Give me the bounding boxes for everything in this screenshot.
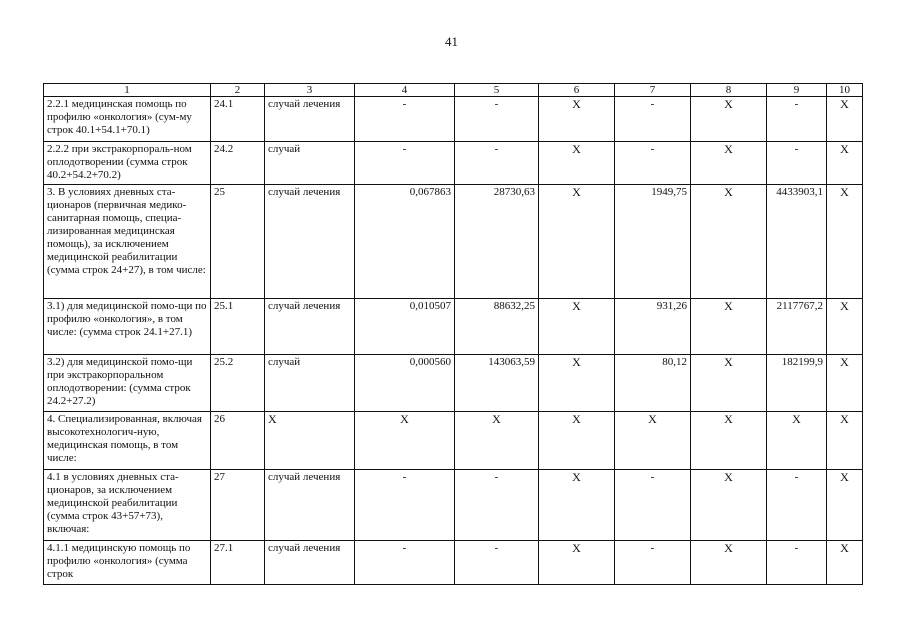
cell-col6: X — [539, 355, 615, 412]
row-unit: случай лечения — [265, 541, 355, 585]
cell-col8: X — [691, 355, 767, 412]
data-table — [43, 83, 863, 585]
table-row — [44, 470, 863, 541]
cell-col10: X — [827, 541, 863, 585]
cell-col7: - — [615, 142, 691, 185]
cell-col8: X — [691, 470, 767, 541]
row-code: 24.2 — [211, 142, 265, 185]
cell-col7: 931,26 — [615, 299, 691, 355]
cell-col5: - — [455, 541, 539, 585]
cell-col7: - — [615, 470, 691, 541]
cell-col4: 0,010507 — [355, 299, 455, 355]
table-row — [44, 412, 863, 470]
cell-col4: X — [355, 412, 455, 470]
cell-col5: 28730,63 — [455, 185, 539, 299]
row-code: 25.1 — [211, 299, 265, 355]
cell-col6: X — [539, 299, 615, 355]
cell-col4: - — [355, 142, 455, 185]
column-header: 4 — [355, 84, 455, 97]
table-row — [44, 97, 863, 142]
column-header: 8 — [691, 84, 767, 97]
cell-col10: X — [827, 470, 863, 541]
cell-col6: X — [539, 185, 615, 299]
cell-col8: X — [691, 185, 767, 299]
row-name: 4.1.1 медицинскую помощь по профилю «онкология» (сумма строк — [44, 541, 211, 585]
column-header: 9 — [767, 84, 827, 97]
cell-col6: X — [539, 412, 615, 470]
cell-col9: - — [767, 470, 827, 541]
row-code: 27 — [211, 470, 265, 541]
cell-col4: 0,000560 — [355, 355, 455, 412]
cell-col7: - — [615, 97, 691, 142]
column-header: 2 — [211, 84, 265, 97]
page-number: 41 — [445, 34, 458, 49]
cell-col7: - — [615, 541, 691, 585]
row-unit: случай лечения — [265, 470, 355, 541]
row-code: 24.1 — [211, 97, 265, 142]
table-row — [44, 142, 863, 185]
table-row — [44, 185, 863, 299]
row-code: 26 — [211, 412, 265, 470]
cell-col5: - — [455, 97, 539, 142]
cell-col4: 0,067863 — [355, 185, 455, 299]
column-header: 1 — [44, 84, 211, 97]
cell-col9: X — [767, 412, 827, 470]
row-unit: случай — [265, 355, 355, 412]
row-code: 25 — [211, 185, 265, 299]
table-row — [44, 299, 863, 355]
cell-col7: X — [615, 412, 691, 470]
cell-col6: X — [539, 97, 615, 142]
column-header: 5 — [455, 84, 539, 97]
cell-col10: X — [827, 355, 863, 412]
cell-col6: X — [539, 142, 615, 185]
row-unit: случай лечения — [265, 97, 355, 142]
cell-col10: X — [827, 299, 863, 355]
cell-col8: X — [691, 412, 767, 470]
cell-col8: X — [691, 142, 767, 185]
column-header: 3 — [265, 84, 355, 97]
cell-col9: 2117767,2 — [767, 299, 827, 355]
row-code: 27.1 — [211, 541, 265, 585]
cell-col8: X — [691, 541, 767, 585]
cell-col5: - — [455, 470, 539, 541]
cell-col10: X — [827, 142, 863, 185]
cell-col6: X — [539, 541, 615, 585]
cell-col5: X — [455, 412, 539, 470]
row-name: 3.1) для медицинской помо-щи по профилю «онкология», в том числе: (сумма строк 24.1+27.1) — [44, 299, 211, 355]
cell-col8: X — [691, 299, 767, 355]
cell-col4: - — [355, 541, 455, 585]
cell-col7: 80,12 — [615, 355, 691, 412]
table-row — [44, 541, 863, 585]
cell-col10: X — [827, 185, 863, 299]
column-header: 6 — [539, 84, 615, 97]
row-name: 3.2) для медицинской помо-щи при экстракорпоральном оплодотворении: (сумма строк 24.2+27.2) — [44, 355, 211, 412]
cell-col7: 1949,75 — [615, 185, 691, 299]
cell-col8: X — [691, 97, 767, 142]
column-header: 7 — [615, 84, 691, 97]
column-header: 10 — [827, 84, 863, 97]
cell-col4: - — [355, 470, 455, 541]
cell-col10: X — [827, 412, 863, 470]
row-name: 4.1 в условиях дневных ста-ционаров, за исключением медицинской реабилитации (сумма строк 43+57+73), включая: — [44, 470, 211, 541]
cell-col9: - — [767, 541, 827, 585]
row-name: 2.2.1 медицинская помощь по профилю «онкология» (сум-му строк 40.1+54.1+70.1) — [44, 97, 211, 142]
cell-col5: 88632,25 — [455, 299, 539, 355]
row-unit: случай лечения — [265, 185, 355, 299]
cell-col9: 4433903,1 — [767, 185, 827, 299]
row-unit: X — [265, 412, 355, 470]
row-name: 4. Специализированная, включая высокотехнологич-ную, медицинская помощь, в том числе: — [44, 412, 211, 470]
cell-col9: - — [767, 142, 827, 185]
cell-col6: X — [539, 470, 615, 541]
cell-col9: 182199,9 — [767, 355, 827, 412]
row-name: 3. В условиях дневных ста-ционаров (первичная медико-санитарная помощь, специа-лизированная медицинская помощь), за исключением медицинской реабилитации (сумма строк 24+27), в том числе: — [44, 185, 211, 299]
row-unit: случай — [265, 142, 355, 185]
table-row — [44, 355, 863, 412]
row-code: 25.2 — [211, 355, 265, 412]
cell-col9: - — [767, 97, 827, 142]
row-unit: случай лечения — [265, 299, 355, 355]
column-number-row — [44, 84, 863, 97]
cell-col4: - — [355, 97, 455, 142]
row-name: 2.2.2 при экстракорпораль-ном оплодотворении (сумма строк 40.2+54.2+70.2) — [44, 142, 211, 185]
cell-col5: 143063,59 — [455, 355, 539, 412]
cell-col10: X — [827, 97, 863, 142]
cell-col5: - — [455, 142, 539, 185]
